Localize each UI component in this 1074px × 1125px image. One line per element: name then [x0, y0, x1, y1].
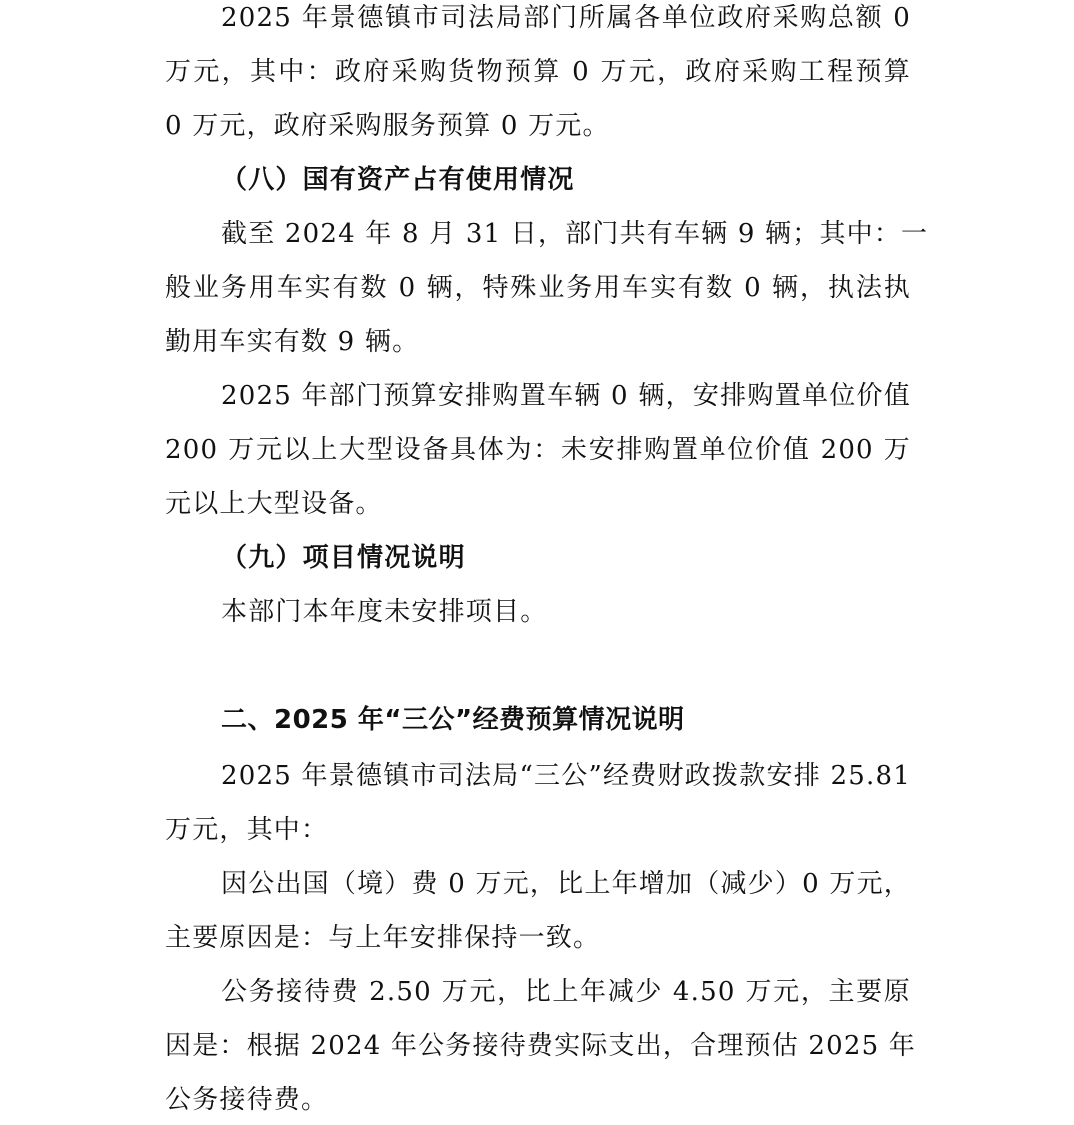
paragraph-line: 元以上大型设备。 [165, 489, 383, 519]
paragraph-line: 主要原因是：与上年安排保持一致。 [165, 923, 601, 953]
paragraph-line: 万元，其中：政府采购货物预算 0 万元，政府采购工程预算 [165, 57, 911, 87]
paragraph-line: 般业务用车实有数 0 辆，特殊业务用车实有数 0 辆，执法执 [165, 273, 911, 303]
chapter-heading-three-public: 二、2025 年“三公”经费预算情况说明 [221, 705, 685, 735]
paragraph-line: 因公出国（境）费 0 万元，比上年增加（减少）0 万元， [221, 869, 911, 899]
paragraph-line: 2025 年部门预算安排购置车辆 0 辆，安排购置单位价值 [221, 381, 911, 411]
paragraph-line: 勤用车实有数 9 辆。 [165, 327, 420, 357]
paragraph-line: 万元，其中： [165, 815, 329, 845]
section-heading-projects: （九）项目情况说明 [221, 543, 466, 573]
paragraph-line: 0 万元，政府采购服务预算 0 万元。 [165, 111, 610, 141]
paragraph-line: 本部门本年度未安排项目。 [221, 597, 548, 627]
paragraph-line: 200 万元以上大型设备具体为：未安排购置单位价值 200 万 [165, 435, 911, 465]
paragraph-line: 2025 年景德镇市司法局“三公”经费财政拨款安排 25.81 [221, 761, 911, 791]
paragraph-line: 2025 年景德镇市司法局部门所属各单位政府采购总额 0 [221, 3, 911, 33]
paragraph-line: 公务接待费。 [165, 1085, 329, 1115]
paragraph-line: 公务接待费 2.50 万元，比上年减少 4.50 万元，主要原 [221, 977, 911, 1007]
paragraph-line: 截至 2024 年 8 月 31 日，部门共有车辆 9 辆；其中：一 [221, 219, 929, 249]
section-heading-assets: （八）国有资产占有使用情况 [221, 165, 575, 195]
paragraph-line: 因是：根据 2024 年公务接待费实际支出，合理预估 2025 年 [165, 1031, 916, 1061]
